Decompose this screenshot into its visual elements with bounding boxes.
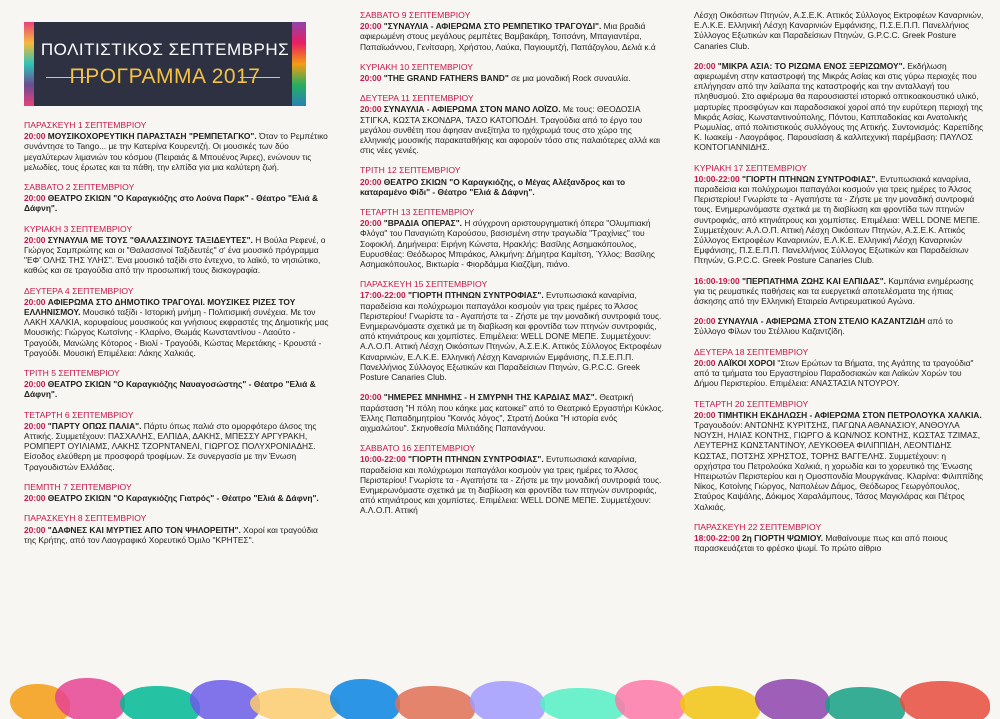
event-title: ΑΦΙΕΡΩΜΑ ΣΤΟ ΔΗΜΟΤΙΚΟ ΤΡΑΓΟΥΔΙ. ΜΟΥΣΙΚΕΣ ΡΙΖΕΣ ΤΟΥ ΕΛΛΗΝΙΣΜΟΥ. bbox=[24, 296, 296, 318]
event-body: Η Βούλα Ρεφενέ, ο Γιώργος Σαμπριώτης και οι "Θαλασσινοί Ταξιδευτές" σ' ένα μουσικό πρόγραμμα "ΕΦ' ΟΛΗΣ ΤΗΣ ΥΛΗΣ". Ένα μουσικό ταξίδι στο έντεχνο, το λαϊκό, το νησιώτικο, καθώς και σε τραγούδια από την προσωπική τους δισκογραφία. bbox=[24, 234, 326, 276]
event-body: Εκδήλωση αφιερωμένη στην καταστροφή της Μικράς Ασίας και στις γύρω περιοχές που επλήγησαν από την λαίλαπα της καταστροφής και την ανταλλαγή του πληθυσμού. Στο αφιέρωμα θα παρουσιαστεί ιστορικό οπτικοακουστικό υλικό, μαρτυρίες προσφύγων και παραδοσιακοί χοροί από την ευρύτερη περιοχή της Μικράς Ασίας, Κωνσταντινούπολης, Πόντου, Καππαδοκίας και Ανατολικής Ρωμυλίας, από πολιτιστικούς συλλόγους της Αττικής. Συντονισμός: Καρεπίδης Κ. Ιωακείμ - Λαογράφος. Παρουσίαση & καλλιτεχνική παρέμβαση: ΠΑΥΛΟΣ ΚΟΝΤΟΓΙΑΝΝΙΔΗΣ. bbox=[694, 60, 984, 153]
event-date: ΚΥΡΙΑΚΗ 3 ΣΕΠΤΕΜΒΡΙΟΥ bbox=[24, 223, 133, 234]
event-date: ΠΑΡΑΣΚΕΥΗ 8 ΣΕΠΤΕΜΒΡΙΟΥ bbox=[24, 513, 147, 524]
event-time: 20:00 bbox=[360, 104, 382, 115]
event-time: 20:00 bbox=[24, 296, 46, 307]
event-title: ΛΑΪΚΟΙ ΧΟΡΟΙ bbox=[717, 357, 776, 368]
page-title: ΠΟΛΙΤΙΣΤΙΚΟΣ ΣΕΠΤΕΜΒΡΗΣ bbox=[40, 40, 290, 59]
event-date: ΔΕΥΤΕΡΑ 11 ΣΕΠΤΕΜΒΡΙΟΥ bbox=[360, 93, 474, 104]
event-body: Εντυπωσιακά καναρίνια, παραδείσια και πολύχρωμοι παπαγάλοι κοσμούν για τρεις ημέρες το Άλσος Περιστερίου! Γνωρίστε τα - Αγαπήστε τα - Ζήστε με την μοναδική συντροφιά τους. Ενημερωνόμαστε σχετικά με τη διαβίωση και φροντίδα των πτηνών συντροφιάς, από κτηνιάτρους και χομπίστες. Επιμέλεια: WELL DONE ΜΕΠΕ. Συμμετέχουν: Α.Λ.Ο.Π. Αττική Λέσχη Οικόσιτων Πτηνών, Α.Σ.Ε.Κ. Αττικός Σύλλογος Εκτροφέων Καναρινιών, Ε.Λ.Κ.Ε. Ελληνική Λέσχη Καναρινιών Εμφάνισης, Π.Σ.Ε.Π.Π. Πανελλήνιος Σύλλογος Εξωτικών και Παραδείσιων Πτηνών, G.P.C.C. Greek Posture Canaries Club. bbox=[694, 173, 981, 266]
event-title: "ΜΙΚΡΑ ΑΣΙΑ: ΤΟ ΡΙΖΩΜΑ ΕΝΟΣ ΞΕΡΙΖΩΜΟΥ". bbox=[717, 60, 905, 71]
event-time: 16:00-19:00 bbox=[694, 275, 740, 286]
event-body: Εντυπωσιακά καναρίνια, παραδείσια και πολύχρωμοι παπαγάλοι κοσμούν για τρεις ημέρες το Άλσος Περιστερίου! Γνωρίστε τα - Αγαπήστε τα - Ζήστε με την μοναδική συντροφιά τους. Ενημερωνόμαστε σχετικά με τη διαβίωση και φροντίδα των πτηνών συντροφιάς, από κτηνιάτρους και χομπίστες. Επιμέλεια: WELL DONE ΜΕΠΕ. Συμμετέχουν: Α.Λ.Ο.Π. Αττική bbox=[360, 454, 662, 516]
event-time: 20:00 bbox=[24, 524, 46, 535]
event-date: ΚΥΡΙΑΚΗ 17 ΣΕΠΤΕΜΒΡΙΟΥ bbox=[694, 162, 807, 173]
event-description bbox=[24, 131, 332, 172]
event-date: ΠΑΡΑΣΚΕΥΗ 22 ΣΕΠΤΕΜΒΡΙΟΥ bbox=[694, 521, 822, 532]
event-date: ΠΑΡΑΣΚΕΥΗ 1 ΣΕΠΤΕΜΒΡΙΟΥ bbox=[24, 120, 147, 130]
event-description bbox=[694, 174, 984, 266]
program-event bbox=[24, 482, 332, 503]
program-event bbox=[694, 10, 984, 51]
event-description bbox=[694, 533, 984, 553]
event-title: ΘΕΑΤΡΟ ΣΚΙΩΝ "Ο Καραγκιόζης Ναυαγοσώστης" - Θέατρο "Ελιά & Δάφνη". bbox=[24, 379, 316, 400]
event-time: 18:00-22:00 bbox=[694, 532, 740, 543]
program-event bbox=[360, 165, 666, 197]
banner-decor-right bbox=[292, 22, 306, 106]
event-time: 20:00 bbox=[694, 60, 716, 71]
event-description bbox=[360, 290, 666, 382]
event-time: 20:00 bbox=[24, 493, 46, 504]
program-event bbox=[694, 399, 984, 512]
event-body: σε μια μοναδική Rock συναυλία. bbox=[511, 73, 631, 84]
event-time: 20:00 bbox=[694, 357, 716, 368]
event-title: "ΔΑΦΝΕΣ ΚΑΙ ΜΥΡΤΙΕΣ ΑΠΟ ΤΟΝ ΨΗΛΟΡΕΙΤΗ". bbox=[47, 524, 241, 535]
event-time: 10:00-22:00 bbox=[360, 454, 406, 465]
event-description bbox=[24, 235, 332, 276]
program-event bbox=[360, 392, 666, 433]
event-description bbox=[360, 218, 666, 269]
program-event bbox=[360, 10, 666, 52]
event-description bbox=[360, 392, 666, 433]
event-date: ΣΑΒΒΑΤΟ 16 ΣΕΠΤΕΜΒΡΙΟΥ bbox=[360, 443, 476, 454]
event-date: ΤΡΙΤΗ 12 ΣΕΠΤΕΜΒΡΙΟΥ bbox=[360, 165, 461, 176]
paint-blot bbox=[55, 678, 125, 719]
event-description bbox=[24, 379, 332, 399]
event-body: Θεατρική παράσταση "Η πόλη που κάηκε μας κατοικεί" από το Θεατρικό Εργαστήρι Κύκλος. Έλλης Παπαδημητρίου "Κοινός λόγος", Στρατή Δούκα "Η ιστορία ενός αιχμαλώτου". Σκηνοθεσία Μιλτιάδης Παπανάγνου. bbox=[360, 392, 664, 433]
event-body: Εντυπωσιακά καναρίνια, παραδείσια και πολύχρωμοι παπαγάλοι κοσμούν για τρεις ημέρες το Άλσος Περιστερίου! Γνωρίστε τα - Αγαπήστε τα - Ζήστε με την μοναδική συντροφιά τους. Ενημερωνόμαστε σχετικά με τη διαβίωση και φροντίδα των πτηνών συντροφιάς, από κτηνιάτρους και χομπίστες. Επιμέλεια: WELL DONE ΜΕΠΕ. Συμμετέχουν: Α.Λ.Ο.Π. Αττική Λέσχη Οικόσιτων Πτηνών, Α.Σ.Ε.Κ. Αττικός Σύλλογος Εκτροφέων Καναρινιών, Ε.Λ.Κ.Ε. Ελληνική Λέσχη Καναρινιών Εμφάνισης, Π.Σ.Ε.Π.Π. Πανελλήνιος Σύλλογος Εξωτικών και Παραδείσιων Πτηνών, G.P.C.C. Greek Posture Canaries Club. bbox=[360, 290, 662, 383]
paint-blot bbox=[680, 686, 760, 719]
event-description bbox=[694, 410, 984, 512]
event-description bbox=[694, 10, 984, 51]
program-event bbox=[24, 410, 332, 472]
header-banner bbox=[24, 22, 306, 106]
program-event bbox=[694, 522, 984, 554]
event-date: ΠΕΜΠΤΗ 7 ΣΕΠΤΕΜΒΡΙΟΥ bbox=[24, 481, 132, 492]
program-event bbox=[360, 62, 666, 83]
paint-blot bbox=[825, 687, 905, 719]
event-title: ΘΕΑΤΡΟ ΣΚΙΩΝ "Ο Καραγκιόζης, ο Μέγας Αλέξανδρος και το καταραμένο Φίδι" - Θέατρο "Ελιά & Δάφνη". bbox=[360, 176, 626, 197]
event-description bbox=[24, 421, 332, 472]
event-description bbox=[360, 73, 666, 83]
event-title: ΣΥΝΑΥΛΙΑ - ΑΦΙΕΡΩΜΑ ΣΤΟΝ ΜΑΝΟ ΛΟΪΖΟ. bbox=[383, 104, 561, 115]
program-event bbox=[694, 276, 984, 307]
event-body: Καμπάνια ενημέρωσης για τις ρευματικές παθήσεις και τα ευεργετικά αποτελέσματα της ήπιας άσκησης από την Ελληνική Εταιρεία Αντιρευματικού Αγώνα. bbox=[694, 275, 974, 307]
event-time: 20:00 bbox=[24, 193, 46, 204]
program-event bbox=[694, 163, 984, 266]
event-date: ΣΑΒΒΑΤΟ 9 ΣΕΠΤΕΜΒΡΙΟΥ bbox=[360, 10, 471, 20]
paint-blot bbox=[250, 688, 340, 719]
event-date: ΠΑΡΑΣΚΕΥΗ 15 ΣΕΠΤΕΜΒΡΙΟΥ bbox=[360, 279, 488, 290]
paint-blot bbox=[330, 679, 400, 719]
event-time: 20:00 bbox=[24, 379, 46, 390]
event-time: 20:00 bbox=[24, 420, 46, 431]
event-body: Μια βραδιά αφιερωμένη στους μεγάλους ρεμπέτες Βαμβακάρη, Τσιτσάνη, Μπαγιαντέρα, Παπαϊωάννου, Γενίτσαρη, Χρήστου, Λαύκα, Παγιουμτζή, Παπάζογλου, Δελιά κ.ά bbox=[360, 21, 656, 52]
program-column-2 bbox=[360, 10, 666, 526]
event-title: "ΣΥΝΑΥΛΙΑ - ΑΦΙΕΡΩΜΑ ΣΤΟ ΡΕΜΠΕΤΙΚΟ ΤΡΑΓΟΥΔΙ". bbox=[383, 21, 602, 32]
event-description bbox=[360, 104, 666, 155]
event-description bbox=[360, 454, 666, 515]
event-body: Μαθαίνουμε πως και από ποιους παρασκευάζεται το φρέσκο ψωμί. Το πρώτο αίθριο bbox=[694, 532, 948, 554]
paint-blot bbox=[120, 686, 200, 719]
event-title: "ΠΕΡΠΑΤΗΜΑ ΖΩΗΣ ΚΑΙ ΕΛΠΙΔΑΣ". bbox=[741, 275, 886, 286]
paint-blot bbox=[615, 680, 685, 719]
program-event bbox=[24, 368, 332, 400]
event-body: Όταν το Ρεμπέτικο συνάντησε το Tango... με την Κατερίνα Κουρεντζή. Οι μουσικές των δύο μεγαλύτερων λιμανιών του κόσμου (Πειραιάς & Μπουένος Άιρες), ενώνουν τις μελωδίες, τους έρωτες και τα πάθη, την ελπίδα για μια καλύτερη ζωή. bbox=[24, 131, 328, 172]
event-body: από το Σύλλογο Φίλων του Στέλλιου Καζαντζίδη. bbox=[694, 316, 953, 337]
event-time: 20:00 bbox=[24, 234, 46, 245]
event-title: 2η ΓΙΟΡΤΗ ΨΩΜΙΟΥ. bbox=[741, 532, 824, 543]
event-description bbox=[24, 193, 332, 213]
event-description bbox=[694, 61, 984, 153]
event-body: Χοροί και τραγούδια της Κρήτης, από τον Λαογραφικό Χορευτικό Όμιλο "ΚΡΗΤΕΣ". bbox=[24, 524, 318, 545]
event-description bbox=[694, 358, 984, 389]
program-event bbox=[694, 61, 984, 153]
paint-blot bbox=[470, 681, 545, 719]
event-title: "THE GRAND FATHERS BAND" bbox=[383, 73, 509, 84]
program-event bbox=[24, 224, 332, 276]
event-date: ΚΥΡΙΑΚΗ 10 ΣΕΠΤΕΜΒΡΙΟΥ bbox=[360, 61, 473, 72]
event-date: ΤΕΤΑΡΤΗ 6 ΣΕΠΤΕΜΒΡΙΟΥ bbox=[24, 409, 134, 420]
program-event bbox=[24, 286, 332, 358]
event-date: ΤΕΤΑΡΤΗ 13 ΣΕΠΤΕΜΒΡΙΟΥ bbox=[360, 207, 475, 218]
event-description bbox=[24, 525, 332, 545]
event-time: 20:00 bbox=[360, 21, 382, 32]
event-title: ΜΟΥΣΙΚΟΧΟΡΕΥΤΙΚΗ ΠΑΡΑΣΤΑΣΗ "ΡΕΜΠΕΤΑΓΚΟ". bbox=[47, 131, 257, 142]
event-description bbox=[360, 21, 666, 52]
paint-blot bbox=[190, 680, 260, 719]
event-date: ΤΡΙΤΗ 5 ΣΕΠΤΕΜΒΡΙΟΥ bbox=[24, 368, 120, 379]
bottom-watercolor-decoration bbox=[0, 676, 1000, 719]
event-time: 20:00 bbox=[360, 176, 382, 187]
event-time: 17:00-22:00 bbox=[360, 290, 406, 301]
event-body: Τραγουδούν: ΑΝΤΩΝΗΣ ΚΥΡΙΤΣΗΣ, ΠΑΓΩΝΑ ΑΘΑΝΑΣΙΟΥ, ΑΝΘΟΥΛΑ ΝΟΥΣΗ, ΗΛΙΑΣ ΚΟΝΤΗΣ, ΓΙΩΡΓΟ & ΚΩΝ/ΝΟΣ ΚΟΝΤΗΣ, ΚΩΣΤΑΣ ΤΖΙΜΑΣ, ΛΕΥΤΕΡΗΣ ΚΩΝΣΤΑΝΤΙΝΟΥ, ΛΕΥΚΟΘΕΑ ΦΙΛΙΠΠΙΔΗ, ΛΕΟΝΤΙΔΗΣ ΚΩΣΤΑΣ, ΠΟΤΣΗΣ ΧΡΗΣΤΟΣ, ΤΟΡΗΣ ΒΑΓΓΕΛΗΣ. Συμμετέχουν: η ορχήστρα του Πετρολούκα Χαλκιά, η χορωδία και το χορευτικό της Ένωσης Ηπειρωτών Περιστερίου και η Ομοσπονδία Μουργκάνας. Κλαρίνα: Φιλιππίδης Νίκος, Κοτοίνης Γιώργος, Ναπολέων Δάμος, Θεόδωρος Γεωργόπουλος, Σταύρος Καψάλης, Δόκιμος Χαραλάμπους, Τάσος Μαγκλάρας και Πέτρος Χαλκιάς. bbox=[694, 419, 984, 512]
event-time: 20:00 bbox=[360, 392, 382, 403]
program-event bbox=[360, 443, 666, 515]
event-title: "ΓΙΟΡΤΗ ΠΤΗΝΩΝ ΣΥΝΤΡΟΦΙΑΣ". bbox=[741, 173, 878, 184]
event-title: "ΠΑΡΤΥ ΟΠΩΣ ΠΑΛΙΑ". bbox=[47, 420, 142, 431]
event-date: ΔΕΥΤΕΡΑ 4 ΣΕΠΤΕΜΒΡΙΟΥ bbox=[24, 285, 134, 296]
event-time: 20:00 bbox=[360, 218, 382, 229]
event-title: "ΗΜΕΡΕΣ ΜΝΗΜΗΣ - Η ΣΜΥΡΝΗ ΤΗΣ ΚΑΡΔΙΑΣ ΜΑΣ". bbox=[383, 392, 598, 403]
program-event bbox=[360, 93, 666, 155]
event-title: ΘΕΑΤΡΟ ΣΚΙΩΝ "Ο Καραγκιόζης Γιατρός" - Θέατρο "Ελιά & Δάφνη". bbox=[47, 493, 319, 504]
event-title: ΣΥΝΑΥΛΙΑ - ΑΦΙΕΡΩΜΑ ΣΤΟΝ ΣΤΕΛΙΟ ΚΑΖΑΝΤΖΙΔΗ bbox=[717, 316, 926, 327]
event-time: 20:00 bbox=[694, 409, 716, 420]
program-event bbox=[24, 182, 332, 214]
event-date: ΤΕΤΑΡΤΗ 20 ΣΕΠΤΕΜΒΡΙΟΥ bbox=[694, 398, 809, 409]
program-event bbox=[24, 513, 332, 545]
event-body: Πάρτυ όπως παλιά στο ομορφότερο άλσος της Αττικής. Συμμετέχουν: ΠΑΣΧΑΛΗΣ, ΕΛΠΙΔΑ, ΔΑΚΗΣ, ΜΠΕΣΣΥ ΑΡΓΥΡΑΚΗ, ΡΟΜΠΕΡΤ ΟΥΙΛΙΑΜΣ, ΛΑΚΗΣ ΤΖΟΡΝΤΑΝΕΛΙ, ΓΙΩΡΓΟΣ ΠΟΛΥΧΡΟΝΙΑΔΗΣ. Είσοδος ελεύθερη με προσφορά τροφίμων. Σε συνεργασία με την Ένωση Τραγουδιστών Ελλάδας. bbox=[24, 420, 317, 472]
event-date: ΔΕΥΤΕΡΑ 18 ΣΕΠΤΕΜΒΡΙΟΥ bbox=[694, 346, 809, 357]
event-body: "Στων Ερώτων τα Βήματα, της Αγάπης τα τραγούδια" από τα τμήματα του Εργαστηρίου Παραδοσιακών και Λαϊκών Χορών του Δήμου Περιστερίου. Επιμέλεια: ΑΝΑΣΤΑΣΙΑ ΝΤΟΥΡΟΥ. bbox=[694, 357, 974, 389]
event-time: 10:00-22:00 bbox=[694, 173, 740, 184]
program-event bbox=[694, 316, 984, 336]
event-description bbox=[694, 316, 984, 336]
event-body: Με τους: ΘΕΟΔΟΣΙΑ ΣΤΙΓΚΑ, ΚΩΣΤΑ ΣΚΟΝΔΡΑ, ΤΑΣΟ ΚΑΤΟΠΟΔΗ. Τραγούδια από το έργο του μεγάλου συνθέτη που άφησαν ανεξίτηλα το ηχόχρωμά τους στο χώρο της ελληνικής μουσικής παρακαταθήκης και αφορούν τόσο στις παλαιότερες αλλά και στις νέες γενιές. bbox=[360, 104, 661, 156]
event-title: "ΓΙΟΡΤΗ ΠΤΗΝΩΝ ΣΥΝΤΡΟΦΙΑΣ". bbox=[407, 454, 544, 465]
event-description bbox=[694, 276, 984, 307]
banner-decor-left bbox=[24, 22, 34, 106]
event-description bbox=[24, 297, 332, 358]
event-title: ΤΙΜΗΤΙΚΗ ΕΚΔΗΛΩΣΗ - ΑΦΙΕΡΩΜΑ ΣΤΟΝ ΠΕΤΡΟΛΟΥΚΑ ΧΑΛΚΙΑ. bbox=[717, 409, 982, 420]
event-title: "ΓΙΟΡΤΗ ΠΤΗΝΩΝ ΣΥΝΤΡΟΦΙΑΣ". bbox=[407, 290, 544, 301]
event-title: ΣΥΝΑΥΛΙΑ ΜΕ ΤΟΥΣ "ΘΑΛΑΣΣΙΝΟΥΣ ΤΑΞΙΔΕΥΤΕΣ". bbox=[47, 234, 253, 245]
event-title: ΘΕΑΤΡΟ ΣΚΙΩΝ "Ο Καραγκιόζης στο Λούνα Παρκ" - Θέατρο "Ελιά & Δάφνη". bbox=[24, 193, 319, 214]
program-column-3 bbox=[694, 10, 984, 563]
event-time: 20:00 bbox=[24, 131, 46, 142]
page-subtitle: ΠΡΟΓΡΑΜΜΑ 2017 bbox=[69, 65, 261, 88]
program-event bbox=[360, 207, 666, 269]
program-event bbox=[360, 279, 666, 382]
event-title: "ΒΡΑΔΙΑ ΟΠΕΡΑΣ". bbox=[383, 218, 462, 229]
paint-blot bbox=[900, 681, 990, 719]
paint-blot bbox=[395, 686, 475, 719]
event-body: Μουσικό ταξίδι - Ιστορική μνήμη - Πολιτισμική συνέχεια. Με τον ΛΑΚΗ ΧΑΛΚΙΑ, κορυφαίους μουσικούς και γνήσιους εκφραστές της Δημοτικής μας Μουσικής: Γιώργος Κωτσίνης - Κλαρίνο, Θωμάς Κωνσταντίνου - Λαούτο - Τραγούδι, Μανώλης Κότορος - Βιολί - Τραγούδι, Κώστας Μερετάκης - Κρουστά - Τραγούδι. Μουσική Επιμέλεια: Λάκης Χαλκιάς. bbox=[24, 307, 329, 358]
event-date: ΣΑΒΒΑΤΟ 2 ΣΕΠΤΕΜΒΡΙΟΥ bbox=[24, 182, 135, 193]
event-body: Η σύγχρονη αριστουργηματική όπερα "Ολυμπιακή Φλόγα" του Παναγιώτη Καρούσου, βασισμένη στην τραγωδία "Τραχίνιες" του Σοφοκλή. Δημήνειρα: Ειρήνη Κώνστα, Ηρακλής: Βασίλης Ασημακόπουλος, Ευρυσθέας: Θεόδωρος Μπιράκος, Αλκμήνη: Δήμητρα Καμίτση, Ύλλος: Βασίλης Ασημακόπουλος, Βικτωρία - Φιορδάμμα Κιαζζίμη, πιάνο. bbox=[360, 218, 655, 270]
program-event bbox=[24, 120, 332, 172]
program-column-1 bbox=[24, 120, 332, 555]
paint-blot bbox=[540, 688, 625, 719]
paint-blot bbox=[755, 679, 830, 719]
event-description bbox=[24, 493, 332, 503]
program-event bbox=[694, 347, 984, 389]
event-time: 20:00 bbox=[360, 73, 382, 84]
event-time: 20:00 bbox=[694, 316, 716, 327]
event-body: Λέσχη Οικόσιτων Πτηνών, Α.Σ.Ε.Κ. Αττικός Σύλλογος Εκτροφέων Καναρινιών, Ε.Λ.Κ.Ε. Ελληνική Λέσχη Καναρινιών Εμφάνισης, Π.Σ.Ε.Π.Π. Πανελλήνιος Σύλλογος Εξωτικών και Παραδείσιων Πτηνών, G.P.C.C. Greek Posture Canaries Club. bbox=[694, 10, 984, 51]
event-description bbox=[360, 177, 666, 197]
